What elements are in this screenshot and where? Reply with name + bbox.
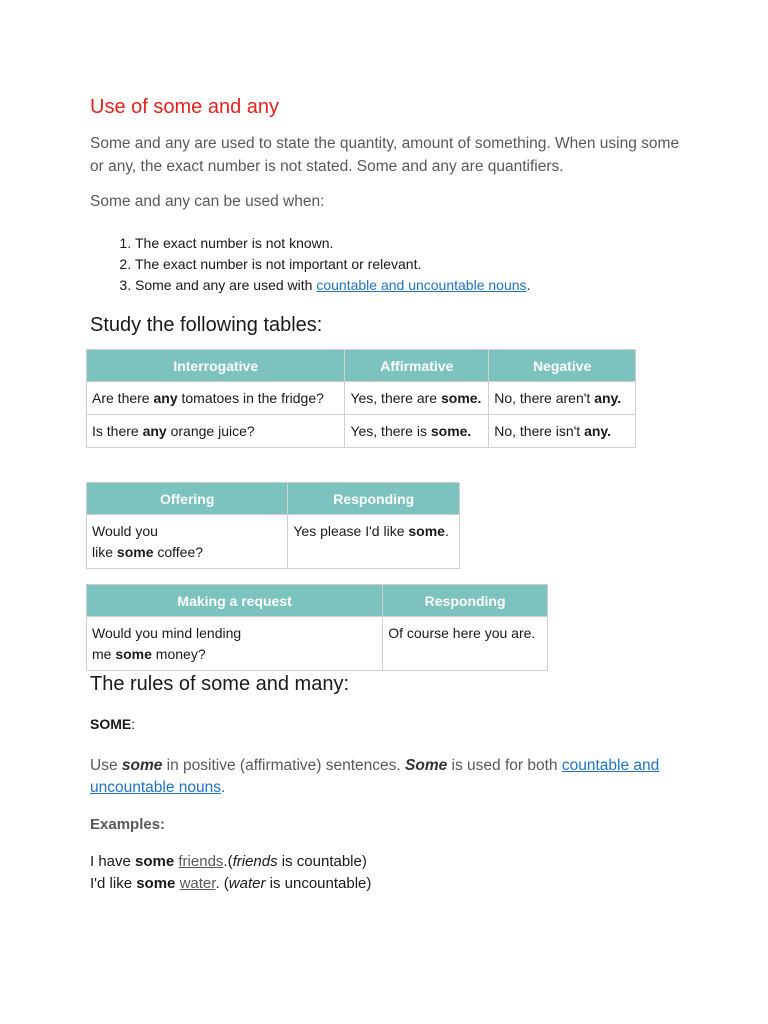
table-row [87, 382, 636, 415]
some-label: SOME: [90, 716, 136, 732]
table-cell: No, there isn't any. [489, 415, 636, 448]
list-item-text: The exact number is not important or relevant. [135, 256, 422, 272]
column-header: Offering [87, 483, 288, 515]
example-line: I have some friends.(friends is countable) [90, 853, 367, 870]
table-cell: Is there any orange juice? [87, 415, 345, 448]
list-item [135, 233, 530, 254]
examples-label: Examples: [90, 816, 166, 833]
column-header: Responding [383, 585, 548, 617]
column-header: Responding [288, 483, 460, 515]
list-item [135, 254, 530, 275]
offering-table [86, 482, 460, 569]
table-cell: Yes, there is some. [345, 415, 489, 448]
table-header-row [87, 585, 548, 617]
table-cell: Of course here you are. [383, 617, 548, 671]
list-item [135, 275, 530, 296]
list-item-end: . [526, 277, 531, 293]
page-title: Use of some and any [90, 96, 279, 118]
table-row [87, 617, 548, 671]
table-row [87, 515, 460, 569]
list-item-text: The exact number is not known. [135, 235, 334, 251]
table-row [87, 415, 636, 448]
examples-block [90, 851, 371, 895]
table-cell: Would you mind lending me some money? [87, 617, 383, 671]
table-header-row [87, 350, 636, 382]
conditions-list [90, 233, 530, 296]
column-header: Interrogative [87, 350, 345, 382]
usage-intro: Some and any can be used when: [90, 193, 325, 210]
rules-heading: The rules of some and many: [90, 673, 350, 695]
countable-nouns-link[interactable]: countable and uncountable nouns [90, 757, 660, 796]
intro-paragraph: Some and any are used to state the quantity, amount of something. When using some or any, the exact number is not stated. Some and any are quantifiers. [90, 135, 680, 175]
study-heading: Study the following tables: [90, 314, 323, 336]
column-header: Affirmative [345, 350, 489, 382]
example-line: I'd like some water. (water is uncountable) [90, 875, 372, 892]
list-item-text: Some and any are used with [135, 277, 317, 293]
column-header: Making a request [87, 585, 383, 617]
table-cell: Are there any tomatoes in the fridge? [87, 382, 345, 415]
interrogative-table [86, 349, 636, 448]
some-usage-paragraph: Use some in positive (affirmative) sentences. Some is used for both countable and uncountable nouns. [90, 757, 660, 796]
table-cell: No, there aren't any. [489, 382, 636, 415]
table-cell: Would you like some coffee? [87, 515, 288, 569]
table-cell: Yes, there are some. [345, 382, 489, 415]
countable-nouns-link[interactable]: countable and uncountable nouns [316, 277, 527, 293]
table-header-row [87, 483, 460, 515]
table-cell: Yes please I'd like some. [288, 515, 460, 569]
request-table [86, 584, 548, 671]
column-header: Negative [489, 350, 636, 382]
